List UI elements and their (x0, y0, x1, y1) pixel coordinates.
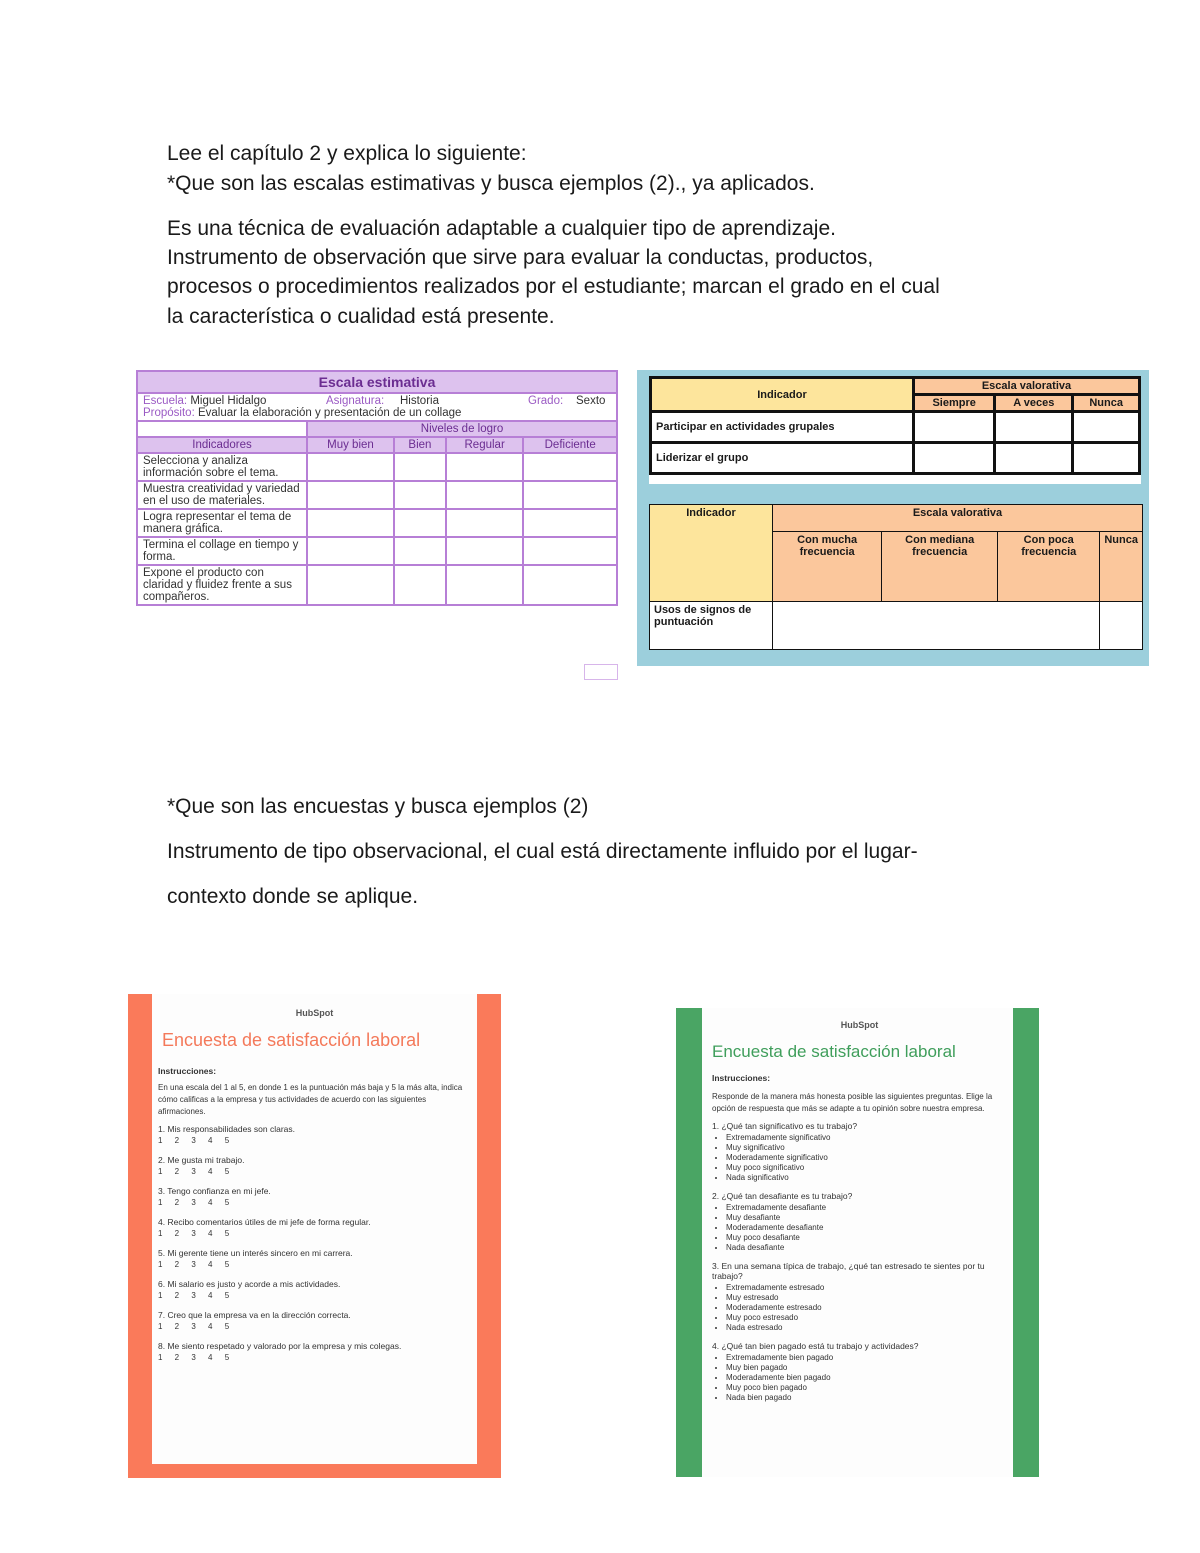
proposito-value: Evaluar la elaboración y presentación de un collage (197, 407, 462, 419)
col-a-veces: A veces (995, 395, 1073, 412)
option-item: • Muy bien pagado (726, 1363, 1007, 1373)
hubspot-logo-icon: HubSpot (840, 1020, 879, 1030)
option-item: • Muy poco bien pagado (726, 1383, 1007, 1393)
col-mucha-frecuencia: Con mucha frecuencia (773, 532, 882, 602)
survey-question: 1. ¿Qué tan significativo es tu trabajo? (712, 1121, 858, 1131)
option-item: • Muy poco estresado (726, 1313, 1007, 1323)
survey-item: 8. Me siento respetado y valorado por la empresa y mis colegas. (158, 1341, 402, 1351)
survey-item: 4. Recibo comentarios útiles de mi jefe de forma regular. (158, 1217, 371, 1227)
escuela-value: Miguel Hidalgo (190, 395, 267, 407)
encuesta-title-2: Encuesta de satisfacción laboral (712, 1042, 956, 1061)
option-list (726, 1353, 1007, 1403)
option-item: • Moderadamente bien pagado (726, 1373, 1007, 1383)
question-1-text: *Que son las escalas estimativas y busca ejemplos (2)., ya aplicados. (167, 172, 815, 195)
option-item: • Extremadamente desafiante (726, 1203, 1007, 1213)
table-row: Selecciona y analiza información sobre el tema. (137, 453, 617, 481)
col-nunca: Nunca (1073, 395, 1140, 412)
option-item: • Muy estresado (726, 1293, 1007, 1303)
rating-scale: 1 2 3 4 5 (158, 1136, 230, 1145)
encuesta-green-card: HubSpot Encuesta de satisfacción laboral Instrucciones: Responde de la manera más honesta posible las siguientes preguntas. Elige la opción de respuesta que más se adapte a tu opinión sobre nuestra empresa. 1. ¿Qué tan significativo es tu trabajo? • Extremadamente significativo • Muy significativo • Moderadamente significativo • Muy poco significativo • Nada significativo 2. ¿Qué tan desafiante es tu trabajo? • Extremadamente desafiante • Muy desafiante • Moderadamente desafiante • Muy poco desafiante • Nada desafiante 3. En una semana típica de trabajo, ¿qué tan estresado te sientes por tu trabajo? • Extremadamente estresado • Muy estresado • Moderadamente estresado • Muy poco estresado • Nada estresado 4. ¿Qué tan bien pagado está tu trabajo y actividades? • Extremadamente bien pagado • Muy bien pagado • Moderadamente bien pagado • Muy poco bien pagado • Nada bien pagado (702, 1008, 1013, 1477)
col-poca-frecuencia: Con poca frecuencia (998, 532, 1100, 602)
question-2-text: *Que son las encuestas y busca ejemplos (2) (167, 795, 589, 818)
col-mediana-frecuencia: Con mediana frecuencia (882, 532, 998, 602)
escala-title: Escala estimativa (137, 371, 617, 393)
rating-scale: 1 2 3 4 5 (158, 1229, 230, 1238)
answer-2-line-1: Instrumento de tipo observacional, el cual está directamente influido por el lugar- (167, 840, 918, 863)
answer-1-line-2: Instrumento de observación que sirve para evaluar la conductas, productos, (167, 246, 874, 269)
table-row: Liderizar el grupo (651, 443, 1140, 474)
option-item: • Muy poco desafiante (726, 1233, 1007, 1243)
grado-value: Sexto (576, 395, 606, 407)
option-item: • Nada significativo (726, 1173, 1007, 1183)
option-list (726, 1133, 1007, 1183)
col-siempre: Siempre (914, 395, 995, 412)
footer-tag-icon (584, 664, 618, 680)
option-item: • Muy desafiante (726, 1213, 1007, 1223)
col-nunca-2: Nunca (1100, 532, 1143, 602)
hubspot-logo-icon: HubSpot (295, 1008, 334, 1018)
escala-valorativa-header-2: Escala valorativa (773, 505, 1143, 532)
col-deficiente: Deficiente (523, 437, 617, 453)
survey-item: 1. Mis responsabilidades son claras. (158, 1124, 296, 1134)
option-item: • Nada desafiante (726, 1243, 1007, 1253)
option-item: • Muy poco significativo (726, 1163, 1007, 1173)
option-item: • Extremadamente bien pagado (726, 1353, 1007, 1363)
option-list (726, 1283, 1007, 1333)
option-item: • Muy significativo (726, 1143, 1007, 1153)
option-item: • Moderadamente significativo (726, 1153, 1007, 1163)
encuesta-orange-card: HubSpot Encuesta de satisfacción laboral Instrucciones: En una escala del 1 al 5, en donde 1 es la puntuación más baja y 5 la más alta, indica cómo calificas a la empresa y tus actividades de acuerdo con las siguientes afirmaciones. 1. Mis responsabilidades son claras. 1 2 3 4 5 2. Me gusta mi trabajo. 1 2 3 4 5 3. Tengo confianza en mi jefe. 1 2 3 4 5 4. Recibo comentarios útiles de mi jefe de forma regular. 1 2 3 4 5 5. Mi gerente tiene un interés sincero en mi carrera. 1 2 3 4 5 6. Mi salario es justo y acorde a mis actividades. 1 2 3 4 5 7. Creo que la empresa va en la dirección correcta. 1 2 3 4 5 8. Me siento respetado y valorado por la empresa y mis colegas. 1 2 3 4 5 (152, 994, 477, 1464)
table-row: Participar en actividades grupales (651, 412, 1140, 443)
col-indicadores: Indicadores (137, 437, 307, 453)
survey-question: 3. En una semana típica de trabajo, ¿qué tan estresado te sientes por tu trabajo? (712, 1261, 985, 1281)
survey-item: 6. Mi salario es justo y acorde a mis actividades. (158, 1279, 341, 1289)
survey-question: 2. ¿Qué tan desafiante es tu trabajo? (712, 1191, 853, 1201)
option-item: • Extremadamente estresado (726, 1283, 1007, 1293)
answer-2-line-2: contexto donde se aplique. (167, 885, 419, 908)
table-row: Logra representar el tema de manera gráfica. (137, 509, 617, 537)
col-muy-bien: Muy bien (307, 437, 394, 453)
niveles-header: Niveles de logro (307, 421, 617, 437)
encuesta-title: Encuesta de satisfacción laboral (162, 1030, 421, 1050)
option-list (726, 1203, 1007, 1253)
option-item: • Moderadamente desafiante (726, 1223, 1007, 1233)
table-row: Expone el producto con claridad y fluidez frente a sus compañeros. (137, 565, 617, 605)
rating-scale: 1 2 3 4 5 (158, 1198, 230, 1207)
question-1-intro: Lee el capítulo 2 y explica lo siguiente: (167, 142, 527, 165)
asignatura-value: Historia (400, 395, 439, 407)
survey-item: 3. Tengo confianza en mi jefe. (158, 1186, 271, 1196)
survey-question: 4. ¿Qué tan bien pagado está tu trabajo y actividades? (712, 1341, 919, 1351)
rating-scale: 1 2 3 4 5 (158, 1291, 230, 1300)
escala-valorativa-image (637, 370, 1149, 666)
answer-1-line-1: Es una técnica de evaluación adaptable a cualquier tipo de aprendizaje. (167, 217, 836, 240)
table-row: Muestra creatividad y variedad en el uso de materiales. (137, 481, 617, 509)
answer-1-line-4: la característica o cualidad está presente. (167, 305, 555, 328)
option-item: • Extremadamente significativo (726, 1133, 1007, 1143)
survey-item: 5. Mi gerente tiene un interés sincero en mi carrera. (158, 1248, 353, 1258)
option-item: • Nada bien pagado (726, 1393, 1007, 1403)
survey-item: 2. Me gusta mi trabajo. (158, 1155, 245, 1165)
escala-estimativa-image: Escala estimativa Escuela: Miguel Hidalgo Asignatura: Historia Grado: Sexto Propósito: Evaluar la elaboración y presentación de un collage Niveles de logro Indicadores Muy bien Bien Regular Deficiente Selecciona y analiza información sobre el tema. Muestra creatividad y variedad en el uso de materiales. Logra representar el tema de manera gráfica. Termina el collage en tiempo y forma. Expone el producto con claridad y fluidez frente a sus compañeros. (136, 370, 618, 606)
rating-scale: 1 2 3 4 5 (158, 1260, 230, 1269)
option-item: • Nada estresado (726, 1323, 1007, 1333)
rating-scale: 1 2 3 4 5 (158, 1353, 230, 1362)
rating-scale: 1 2 3 4 5 (158, 1322, 230, 1331)
option-item: • Moderadamente estresado (726, 1303, 1007, 1313)
rating-scale: 1 2 3 4 5 (158, 1167, 230, 1176)
indicador-header: Indicador (651, 378, 914, 412)
indicador-header-2: Indicador (650, 505, 773, 602)
survey-item: 7. Creo que la empresa va en la dirección correcta. (158, 1310, 351, 1320)
col-bien: Bien (394, 437, 446, 453)
table-row: Termina el collage en tiempo y forma. (137, 537, 617, 565)
answer-1-line-3: procesos o procedimientos realizados por el estudiante; marcan el grado en el cual (167, 275, 940, 298)
table-row: Usos de signos de puntuación (650, 602, 1143, 650)
escala-valorativa-header: Escala valorativa (914, 378, 1140, 395)
col-regular: Regular (446, 437, 524, 453)
